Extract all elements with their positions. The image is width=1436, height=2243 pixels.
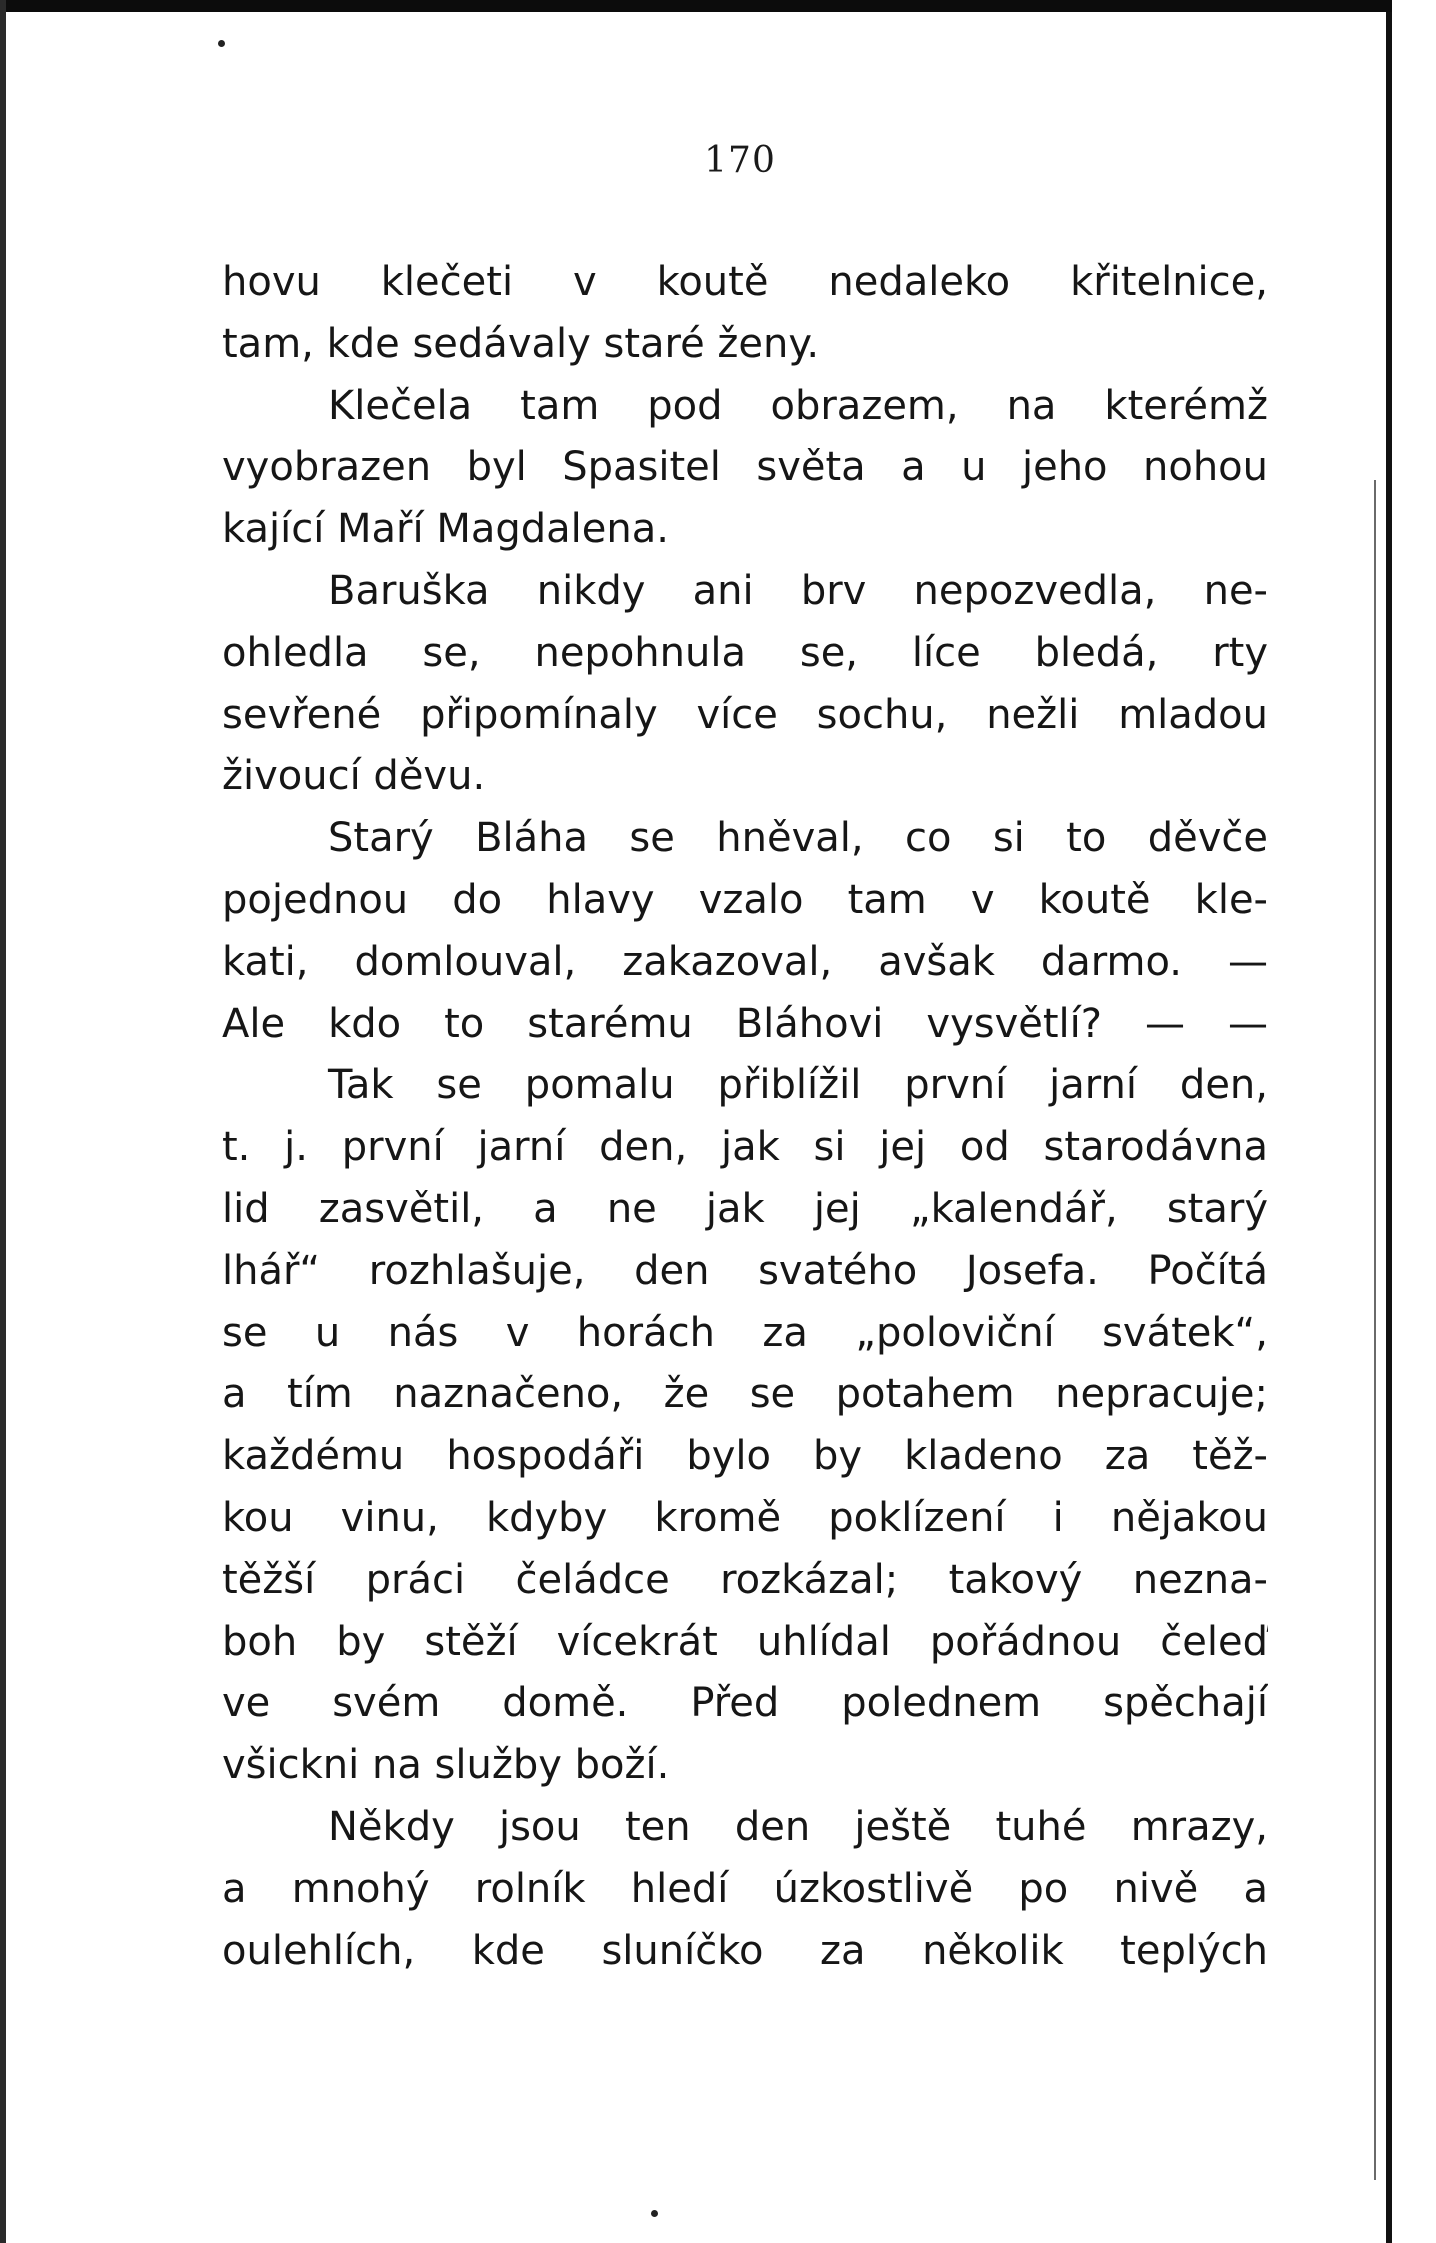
text-line: ohledla se, nepohnula se, líce bledá, rty — [222, 629, 1268, 676]
text-line: těžší práci čeládce rozkázal; takový nezna- — [222, 1556, 1268, 1603]
text-line: živoucí děvu. — [222, 753, 486, 800]
text-line: lid zasvětil, a ne jak jej „kalendář, starý — [222, 1185, 1268, 1232]
scan-right-margin — [1392, 0, 1436, 2243]
text-line: Tak se pomalu přiblížil první jarní den, — [328, 1062, 1268, 1109]
text-line: Ale kdo to starému Bláhovi vysvětlí? — — — [222, 1000, 1268, 1047]
scan-speck — [218, 40, 225, 47]
text-line: tam, kde sedávaly staré ženy. — [222, 320, 820, 367]
text-line: ve svém domě. Před polednem spěchají — [222, 1680, 1268, 1727]
text-line: a mnohý rolník hledí úzkostlivě po nivě a — [222, 1865, 1268, 1912]
text-line: kati, domlouval, zakazoval, avšak darmo. — — [222, 938, 1268, 985]
text-line: boh by stěží vícekrát uhlídal pořádnou čeleď — [222, 1618, 1268, 1665]
scan-speck — [651, 2210, 658, 2217]
text-line: kou vinu, kdyby kromě poklízení i nějakou — [222, 1494, 1268, 1541]
text-line: každému hospodáři bylo by kladeno za těž- — [222, 1433, 1268, 1480]
page-edge-shadow — [1386, 12, 1392, 2243]
text-line: a tím naznačeno, že se potahem nepracuje; — [222, 1371, 1268, 1418]
text-line: Baruška nikdy ani brv nepozvedla, ne- — [328, 567, 1268, 614]
text-line: kající Maří Magdalena. — [222, 506, 669, 553]
text-line: vyobrazen byl Spasitel světa a u jeho nohou — [222, 444, 1268, 491]
page-edge-line — [1374, 480, 1376, 2180]
text-line: se u nás v horách za „poloviční svátek“, — [222, 1309, 1268, 1356]
text-line: sevřené připomínaly více sochu, nežli mladou — [222, 691, 1268, 738]
text-line: lhář“ rozhlašuje, den svatého Josefa. Počítá — [222, 1247, 1268, 1294]
text-line: Klečela tam pod obrazem, na kterémž — [328, 382, 1268, 429]
text-line: Starý Bláha se hněval, co si to děvče — [328, 815, 1268, 862]
body-text — [222, 252, 1268, 1982]
text-line: hovu klečeti v koutě nedaleko křitelnice, — [222, 259, 1268, 305]
text-line: t. j. první jarní den, jak si jej od starodávna — [222, 1124, 1268, 1171]
text-line: oulehlích, kde sluníčko za několik teplých — [222, 1927, 1268, 1974]
page-number: 170 — [704, 140, 776, 181]
text-line: všickni na služby boží. — [222, 1742, 670, 1789]
text-line: Někdy jsou ten den ještě tuhé mrazy, — [328, 1803, 1268, 1850]
scan-top-border — [0, 0, 1436, 12]
text-line: pojednou do hlavy vzalo tam v koutě kle- — [222, 876, 1268, 923]
scan-left-border — [0, 0, 6, 2243]
